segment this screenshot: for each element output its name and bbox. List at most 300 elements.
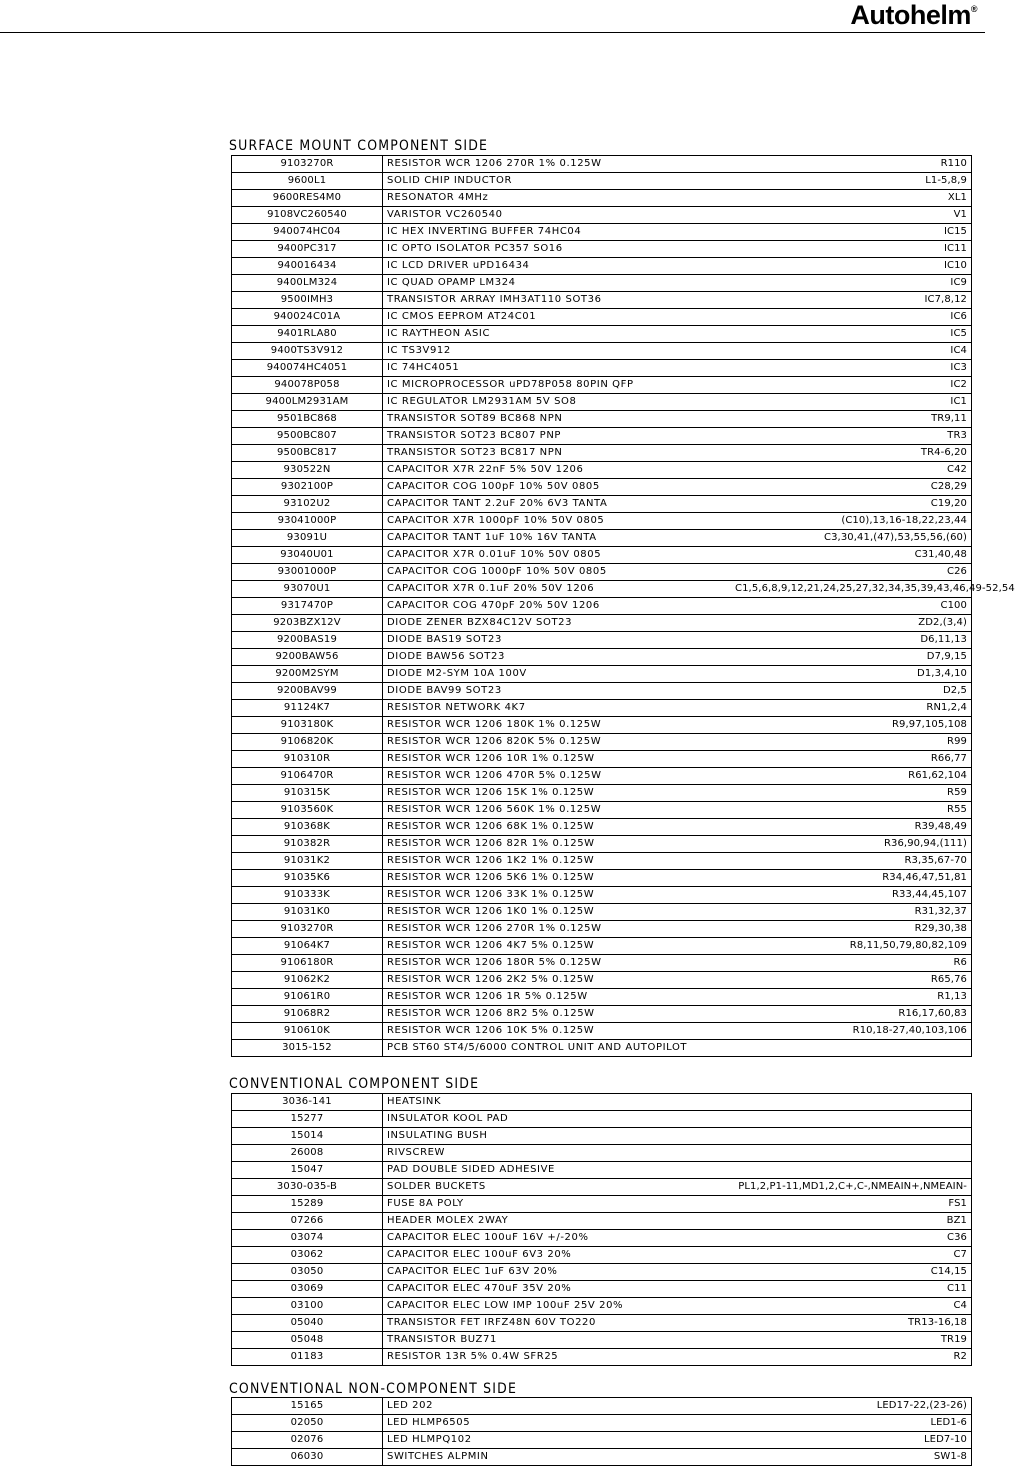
description-cell: DIODE ZENER BZX84C12V SOT23	[383, 615, 732, 632]
table-row	[232, 1332, 972, 1349]
description-cell: RESISTOR WCR 1206 4K7 5% 0.125W	[383, 938, 732, 955]
part-number-cell: 9317470P	[232, 598, 383, 615]
description-cell: LED 202	[383, 1398, 732, 1415]
description-cell: RIVSCREW	[383, 1145, 732, 1162]
part-number-cell: 9103560K	[232, 802, 383, 819]
reference-cell: L1-5,8,9	[731, 173, 972, 190]
part-number-cell: 3036-141	[232, 1094, 383, 1111]
table-row	[232, 1315, 972, 1332]
part-number-cell: 91035K6	[232, 870, 383, 887]
reference-cell: R33,44,45,107	[731, 887, 972, 904]
reference-cell: TR13-16,18	[731, 1315, 972, 1332]
reference-cell: (C10),13,16-18,22,23,44	[731, 513, 972, 530]
table-row	[232, 1145, 972, 1162]
description-cell: RESISTOR WCR 1206 1R 5% 0.125W	[383, 989, 732, 1006]
part-number-cell: 03100	[232, 1298, 383, 1315]
part-number-cell: 03069	[232, 1281, 383, 1298]
reference-cell: R29,30,38	[731, 921, 972, 938]
autohelm-logo	[850, 0, 977, 31]
part-number-cell: 9103180K	[232, 717, 383, 734]
description-cell: RESISTOR WCR 1206 5K6 1% 0.125W	[383, 870, 732, 887]
table-row	[232, 462, 972, 479]
reference-cell: R1,13	[731, 989, 972, 1006]
part-number-cell: 930522N	[232, 462, 383, 479]
table-row	[232, 751, 972, 768]
table-row	[232, 428, 972, 445]
part-number-cell: 940074HC04	[232, 224, 383, 241]
part-number-cell: 9600L1	[232, 173, 383, 190]
part-number-cell: 9106470R	[232, 768, 383, 785]
reference-cell: D2,5	[731, 683, 972, 700]
table-row	[232, 785, 972, 802]
table-row	[232, 1023, 972, 1040]
reference-cell: LED1-6	[731, 1415, 972, 1432]
table-row	[232, 445, 972, 462]
table-row	[232, 1432, 972, 1449]
table-row	[232, 632, 972, 649]
table-row	[232, 581, 972, 598]
part-number-cell: 93001000P	[232, 564, 383, 581]
description-cell: RESISTOR WCR 1206 270R 1% 0.125W	[383, 156, 732, 173]
part-number-cell: 3030-035-B	[232, 1179, 383, 1196]
reference-cell: C42	[731, 462, 972, 479]
part-number-cell: 9500BC817	[232, 445, 383, 462]
reference-cell: V1	[731, 207, 972, 224]
description-cell: LED HLMPQ102	[383, 1432, 732, 1449]
description-cell: RESISTOR WCR 1206 470R 5% 0.125W	[383, 768, 732, 785]
reference-cell: C19,20	[731, 496, 972, 513]
table-row	[232, 819, 972, 836]
part-number-cell: 9200BAV99	[232, 683, 383, 700]
reference-cell: PL1,2,P1-11,MD1,2,C+,C-,NMEAIN+,NMEAIN-	[731, 1179, 972, 1196]
reference-cell: IC15	[731, 224, 972, 241]
description-cell: CAPACITOR TANT 2.2uF 20% 6V3 TANTA	[383, 496, 732, 513]
reference-cell	[731, 1128, 972, 1145]
reference-cell: R9,97,105,108	[731, 717, 972, 734]
part-number-cell: 940016434	[232, 258, 383, 275]
table-row	[232, 1449, 972, 1466]
description-cell: DIODE BAV99 SOT23	[383, 683, 732, 700]
parts-table-conventional-non-component	[231, 1397, 972, 1466]
table-row	[232, 207, 972, 224]
table-row	[232, 683, 972, 700]
part-number-cell: 3015-152	[232, 1040, 383, 1057]
reference-cell: R10,18-27,40,103,106	[731, 1023, 972, 1040]
part-number-cell: 06030	[232, 1449, 383, 1466]
table-row	[232, 530, 972, 547]
reference-cell: IC4	[731, 343, 972, 360]
table-row	[232, 564, 972, 581]
part-number-cell: 9200BAW56	[232, 649, 383, 666]
description-cell: DIODE M2-SYM 10A 100V	[383, 666, 732, 683]
reference-cell: R8,11,50,79,80,82,109	[731, 938, 972, 955]
reference-cell: XL1	[731, 190, 972, 207]
description-cell: IC QUAD OPAMP LM324	[383, 275, 732, 292]
table-row	[232, 1196, 972, 1213]
part-number-cell: 93040U01	[232, 547, 383, 564]
table-row	[232, 768, 972, 785]
table-row	[232, 513, 972, 530]
table-row	[232, 1264, 972, 1281]
reference-cell: C3,30,41,(47),53,55,56,(60)	[731, 530, 972, 547]
part-number-cell: 15165	[232, 1398, 383, 1415]
table-row	[232, 853, 972, 870]
brand-name: Autohelm	[850, 0, 971, 30]
reference-cell: TR3	[731, 428, 972, 445]
reference-cell: R6	[731, 955, 972, 972]
part-number-cell: 91124K7	[232, 700, 383, 717]
reference-cell: R55	[731, 802, 972, 819]
part-number-cell: 940024C01A	[232, 309, 383, 326]
reference-cell: C26	[731, 564, 972, 581]
table-row	[232, 1415, 972, 1432]
description-cell: RESISTOR WCR 1206 180R 5% 0.125W	[383, 955, 732, 972]
part-number-cell: 9600RES4M0	[232, 190, 383, 207]
part-number-cell: 05040	[232, 1315, 383, 1332]
description-cell: HEADER MOLEX 2WAY	[383, 1213, 732, 1230]
table-row	[232, 1398, 972, 1415]
part-number-cell: 9200BAS19	[232, 632, 383, 649]
reference-cell: LED17-22,(23-26)	[731, 1398, 972, 1415]
reference-cell: IC2	[731, 377, 972, 394]
table-row	[232, 1162, 972, 1179]
table-row	[232, 700, 972, 717]
description-cell: LED HLMP6505	[383, 1415, 732, 1432]
reference-cell: R110	[731, 156, 972, 173]
table-row	[232, 1111, 972, 1128]
reference-cell: R61,62,104	[731, 768, 972, 785]
part-number-cell: 15047	[232, 1162, 383, 1179]
part-number-cell: 9103270R	[232, 921, 383, 938]
reference-cell: R16,17,60,83	[731, 1006, 972, 1023]
header-rule	[0, 32, 985, 33]
part-number-cell: 910382R	[232, 836, 383, 853]
reference-cell: D6,11,13	[731, 632, 972, 649]
part-number-cell: 01183	[232, 1349, 383, 1366]
table-row	[232, 241, 972, 258]
description-cell: IC LCD DRIVER uPD16434	[383, 258, 732, 275]
part-number-cell: 05048	[232, 1332, 383, 1349]
part-number-cell: 91068R2	[232, 1006, 383, 1023]
description-cell: HEATSINK	[383, 1094, 732, 1111]
reference-cell: R39,48,49	[731, 819, 972, 836]
part-number-cell: 15277	[232, 1111, 383, 1128]
description-cell: CAPACITOR ELEC 100uF 6V3 20%	[383, 1247, 732, 1264]
reference-cell: R99	[731, 734, 972, 751]
part-number-cell: 03062	[232, 1247, 383, 1264]
table-row	[232, 1006, 972, 1023]
part-number-cell: 91031K0	[232, 904, 383, 921]
table-row	[232, 972, 972, 989]
reference-cell: TR19	[731, 1332, 972, 1349]
description-cell: CAPACITOR ELEC 470uF 35V 20%	[383, 1281, 732, 1298]
table-row	[232, 258, 972, 275]
reference-cell	[731, 1040, 972, 1057]
table-row	[232, 904, 972, 921]
table-row	[232, 496, 972, 513]
table-row	[232, 1349, 972, 1366]
reference-cell: C11	[731, 1281, 972, 1298]
description-cell: RESISTOR WCR 1206 180K 1% 0.125W	[383, 717, 732, 734]
registered-mark: ®	[970, 4, 977, 14]
part-number-cell: 9400LM2931AM	[232, 394, 383, 411]
description-cell: CAPACITOR ELEC LOW IMP 100uF 25V 20%	[383, 1298, 732, 1315]
part-number-cell: 02076	[232, 1432, 383, 1449]
description-cell: RESISTOR WCR 1206 2K2 5% 0.125W	[383, 972, 732, 989]
table-row	[232, 1094, 972, 1111]
description-cell: CAPACITOR X7R 0.1uF 20% 50V 1206	[383, 581, 732, 598]
part-number-cell: 910610K	[232, 1023, 383, 1040]
part-number-cell: 9500BC807	[232, 428, 383, 445]
description-cell: RESISTOR WCR 1206 270R 1% 0.125W	[383, 921, 732, 938]
reference-cell: TR9,11	[731, 411, 972, 428]
table-row	[232, 173, 972, 190]
table-row	[232, 292, 972, 309]
table-row	[232, 1281, 972, 1298]
part-number-cell: 910315K	[232, 785, 383, 802]
description-cell: INSULATING BUSH	[383, 1128, 732, 1145]
description-cell: IC TS3V912	[383, 343, 732, 360]
table-row	[232, 1179, 972, 1196]
part-number-cell: 910310R	[232, 751, 383, 768]
table-row	[232, 1298, 972, 1315]
part-number-cell: 9400LM324	[232, 275, 383, 292]
part-number-cell: 9103270R	[232, 156, 383, 173]
section-title-surface-mount: SURFACE MOUNT COMPONENT SIDE	[229, 137, 489, 154]
description-cell: IC OPTO ISOLATOR PC357 SO16	[383, 241, 732, 258]
reference-cell: IC3	[731, 360, 972, 377]
part-number-cell: 91064K7	[232, 938, 383, 955]
part-number-cell: 93091U	[232, 530, 383, 547]
description-cell: CAPACITOR X7R 0.01uF 10% 50V 0805	[383, 547, 732, 564]
description-cell: RESISTOR NETWORK 4K7	[383, 700, 732, 717]
description-cell: CAPACITOR ELEC 1uF 63V 20%	[383, 1264, 732, 1281]
reference-cell	[731, 1145, 972, 1162]
table-row	[232, 717, 972, 734]
reference-cell: R2	[731, 1349, 972, 1366]
part-number-cell: 9106820K	[232, 734, 383, 751]
table-row	[232, 394, 972, 411]
part-number-cell: 910333K	[232, 887, 383, 904]
description-cell: TRANSISTOR FET IRFZ48N 60V TO220	[383, 1315, 732, 1332]
section-title-conventional-non-component: CONVENTIONAL NON-COMPONENT SIDE	[229, 1380, 518, 1397]
reference-cell: RN1,2,4	[731, 700, 972, 717]
reference-cell	[731, 1094, 972, 1111]
part-number-cell: 940074HC4051	[232, 360, 383, 377]
table-row	[232, 989, 972, 1006]
reference-cell: IC5	[731, 326, 972, 343]
description-cell: IC 74HC4051	[383, 360, 732, 377]
description-cell: RESONATOR 4MHz	[383, 190, 732, 207]
part-number-cell: 9501BC868	[232, 411, 383, 428]
reference-cell: IC9	[731, 275, 972, 292]
description-cell: CAPACITOR COG 1000pF 10% 50V 0805	[383, 564, 732, 581]
reference-cell: LED7-10	[731, 1432, 972, 1449]
description-cell: IC MICROPROCESSOR uPD78P058 80PIN QFP	[383, 377, 732, 394]
description-cell: RESISTOR WCR 1206 15K 1% 0.125W	[383, 785, 732, 802]
part-number-cell: 9400PC317	[232, 241, 383, 258]
part-number-cell: 9302100P	[232, 479, 383, 496]
reference-cell: C100	[731, 598, 972, 615]
section-title-conventional-component: CONVENTIONAL COMPONENT SIDE	[229, 1075, 480, 1092]
table-row	[232, 360, 972, 377]
part-number-cell: 9106180R	[232, 955, 383, 972]
table-row	[232, 1040, 972, 1057]
description-cell: IC RAYTHEON ASIC	[383, 326, 732, 343]
reference-cell: C7	[731, 1247, 972, 1264]
reference-cell: C4	[731, 1298, 972, 1315]
reference-cell: FS1	[731, 1196, 972, 1213]
table-row	[232, 836, 972, 853]
description-cell: RESISTOR WCR 1206 82R 1% 0.125W	[383, 836, 732, 853]
table-row	[232, 955, 972, 972]
reference-cell: R59	[731, 785, 972, 802]
reference-cell: BZ1	[731, 1213, 972, 1230]
part-number-cell: 03050	[232, 1264, 383, 1281]
description-cell: RESISTOR WCR 1206 560K 1% 0.125W	[383, 802, 732, 819]
parts-table-surface-mount	[231, 155, 1015, 1057]
reference-cell: R65,76	[731, 972, 972, 989]
table-row	[232, 190, 972, 207]
part-number-cell: 910368K	[232, 819, 383, 836]
table-row	[232, 1213, 972, 1230]
part-number-cell: 03074	[232, 1230, 383, 1247]
part-number-cell: 940078P058	[232, 377, 383, 394]
reference-cell: D1,3,4,10	[731, 666, 972, 683]
reference-cell: IC11	[731, 241, 972, 258]
table-row	[232, 734, 972, 751]
table-row	[232, 224, 972, 241]
part-number-cell: 9400TS3V912	[232, 343, 383, 360]
description-cell: RESISTOR WCR 1206 8R2 5% 0.125W	[383, 1006, 732, 1023]
part-number-cell: 93102U2	[232, 496, 383, 513]
reference-cell: IC10	[731, 258, 972, 275]
table-row	[232, 547, 972, 564]
table-row	[232, 479, 972, 496]
description-cell: IC REGULATOR LM2931AM 5V SO8	[383, 394, 732, 411]
table-row	[232, 666, 972, 683]
reference-cell: IC7,8,12	[731, 292, 972, 309]
table-row	[232, 649, 972, 666]
description-cell: SWITCHES ALPMIN	[383, 1449, 732, 1466]
reference-cell: SW1-8	[731, 1449, 972, 1466]
table-row	[232, 309, 972, 326]
description-cell: FUSE 8A POLY	[383, 1196, 732, 1213]
table-row	[232, 870, 972, 887]
reference-cell: IC1	[731, 394, 972, 411]
parts-table-conventional-component	[231, 1093, 972, 1366]
reference-cell	[731, 1162, 972, 1179]
description-cell: SOLDER BUCKETS	[383, 1179, 732, 1196]
description-cell: TRANSISTOR SOT23 BC807 PNP	[383, 428, 732, 445]
description-cell: CAPACITOR ELEC 100uF 16V +/-20%	[383, 1230, 732, 1247]
table-row	[232, 343, 972, 360]
description-cell: SOLID CHIP INDUCTOR	[383, 173, 732, 190]
part-number-cell: 02050	[232, 1415, 383, 1432]
part-number-cell: 07266	[232, 1213, 383, 1230]
table-row	[232, 887, 972, 904]
table-row	[232, 1230, 972, 1247]
part-number-cell: 15289	[232, 1196, 383, 1213]
description-cell: RESISTOR WCR 1206 10K 5% 0.125W	[383, 1023, 732, 1040]
description-cell: CAPACITOR COG 100pF 10% 50V 0805	[383, 479, 732, 496]
description-cell: DIODE BAS19 SOT23	[383, 632, 732, 649]
description-cell: RESISTOR WCR 1206 1K0 1% 0.125W	[383, 904, 732, 921]
description-cell: RESISTOR WCR 1206 10R 1% 0.125W	[383, 751, 732, 768]
part-number-cell: 93041000P	[232, 513, 383, 530]
table-row	[232, 921, 972, 938]
description-cell: CAPACITOR COG 470pF 20% 50V 1206	[383, 598, 732, 615]
table-row	[232, 411, 972, 428]
description-cell: TRANSISTOR SOT23 BC817 NPN	[383, 445, 732, 462]
part-number-cell: 9500IMH3	[232, 292, 383, 309]
description-cell: VARISTOR VC260540	[383, 207, 732, 224]
reference-cell: C28,29	[731, 479, 972, 496]
part-number-cell: 91061R0	[232, 989, 383, 1006]
part-number-cell: 15014	[232, 1128, 383, 1145]
reference-cell: D7,9,15	[731, 649, 972, 666]
description-cell: CAPACITOR X7R 1000pF 10% 50V 0805	[383, 513, 732, 530]
description-cell: DIODE BAW56 SOT23	[383, 649, 732, 666]
table-row	[232, 1128, 972, 1145]
reference-cell	[731, 1111, 972, 1128]
description-cell: TRANSISTOR SOT89 BC868 NPN	[383, 411, 732, 428]
reference-cell: TR4-6,20	[731, 445, 972, 462]
reference-cell: R31,32,37	[731, 904, 972, 921]
reference-cell: R36,90,94,(111)	[731, 836, 972, 853]
table-row	[232, 615, 972, 632]
description-cell: PCB ST60 ST4/5/6000 CONTROL UNIT AND AUTOPILOT	[383, 1040, 732, 1057]
reference-cell: C14,15	[731, 1264, 972, 1281]
table-row	[232, 938, 972, 955]
table-row	[232, 802, 972, 819]
table-row	[232, 1247, 972, 1264]
description-cell: TRANSISTOR ARRAY IMH3AT110 SOT36	[383, 292, 732, 309]
reference-cell: R66,77	[731, 751, 972, 768]
description-cell: RESISTOR WCR 1206 68K 1% 0.125W	[383, 819, 732, 836]
part-number-cell: 9108VC260540	[232, 207, 383, 224]
part-number-cell: 91062K2	[232, 972, 383, 989]
description-cell: RESISTOR WCR 1206 33K 1% 0.125W	[383, 887, 732, 904]
part-number-cell: 9401RLA80	[232, 326, 383, 343]
table-row	[232, 598, 972, 615]
part-number-cell: 9203BZX12V	[232, 615, 383, 632]
description-cell: INSULATOR KOOL PAD	[383, 1111, 732, 1128]
description-cell: RESISTOR WCR 1206 820K 5% 0.125W	[383, 734, 732, 751]
description-cell: RESISTOR WCR 1206 1K2 1% 0.125W	[383, 853, 732, 870]
description-cell: TRANSISTOR BUZ71	[383, 1332, 732, 1349]
part-number-cell: 9200M2SYM	[232, 666, 383, 683]
reference-cell: R34,46,47,51,81	[731, 870, 972, 887]
table-row	[232, 275, 972, 292]
reference-cell: C31,40,48	[731, 547, 972, 564]
description-cell: CAPACITOR X7R 22nF 5% 50V 1206	[383, 462, 732, 479]
reference-cell: R3,35,67-70	[731, 853, 972, 870]
part-number-cell: 93070U1	[232, 581, 383, 598]
reference-cell: ZD2,(3,4)	[731, 615, 972, 632]
table-row	[232, 156, 972, 173]
description-cell: RESISTOR 13R 5% 0.4W SFR25	[383, 1349, 732, 1366]
reference-cell: C36	[731, 1230, 972, 1247]
description-cell: PAD DOUBLE SIDED ADHESIVE	[383, 1162, 732, 1179]
description-cell: IC HEX INVERTING BUFFER 74HC04	[383, 224, 732, 241]
description-cell: IC CMOS EEPROM AT24C01	[383, 309, 732, 326]
part-number-cell: 26008	[232, 1145, 383, 1162]
reference-cell: C1,5,6,8,9,12,21,24,25,27,32,34,35,39,43,46,49-52,54	[731, 581, 972, 598]
table-row	[232, 377, 972, 394]
reference-cell: IC6	[731, 309, 972, 326]
part-number-cell: 91031K2	[232, 853, 383, 870]
